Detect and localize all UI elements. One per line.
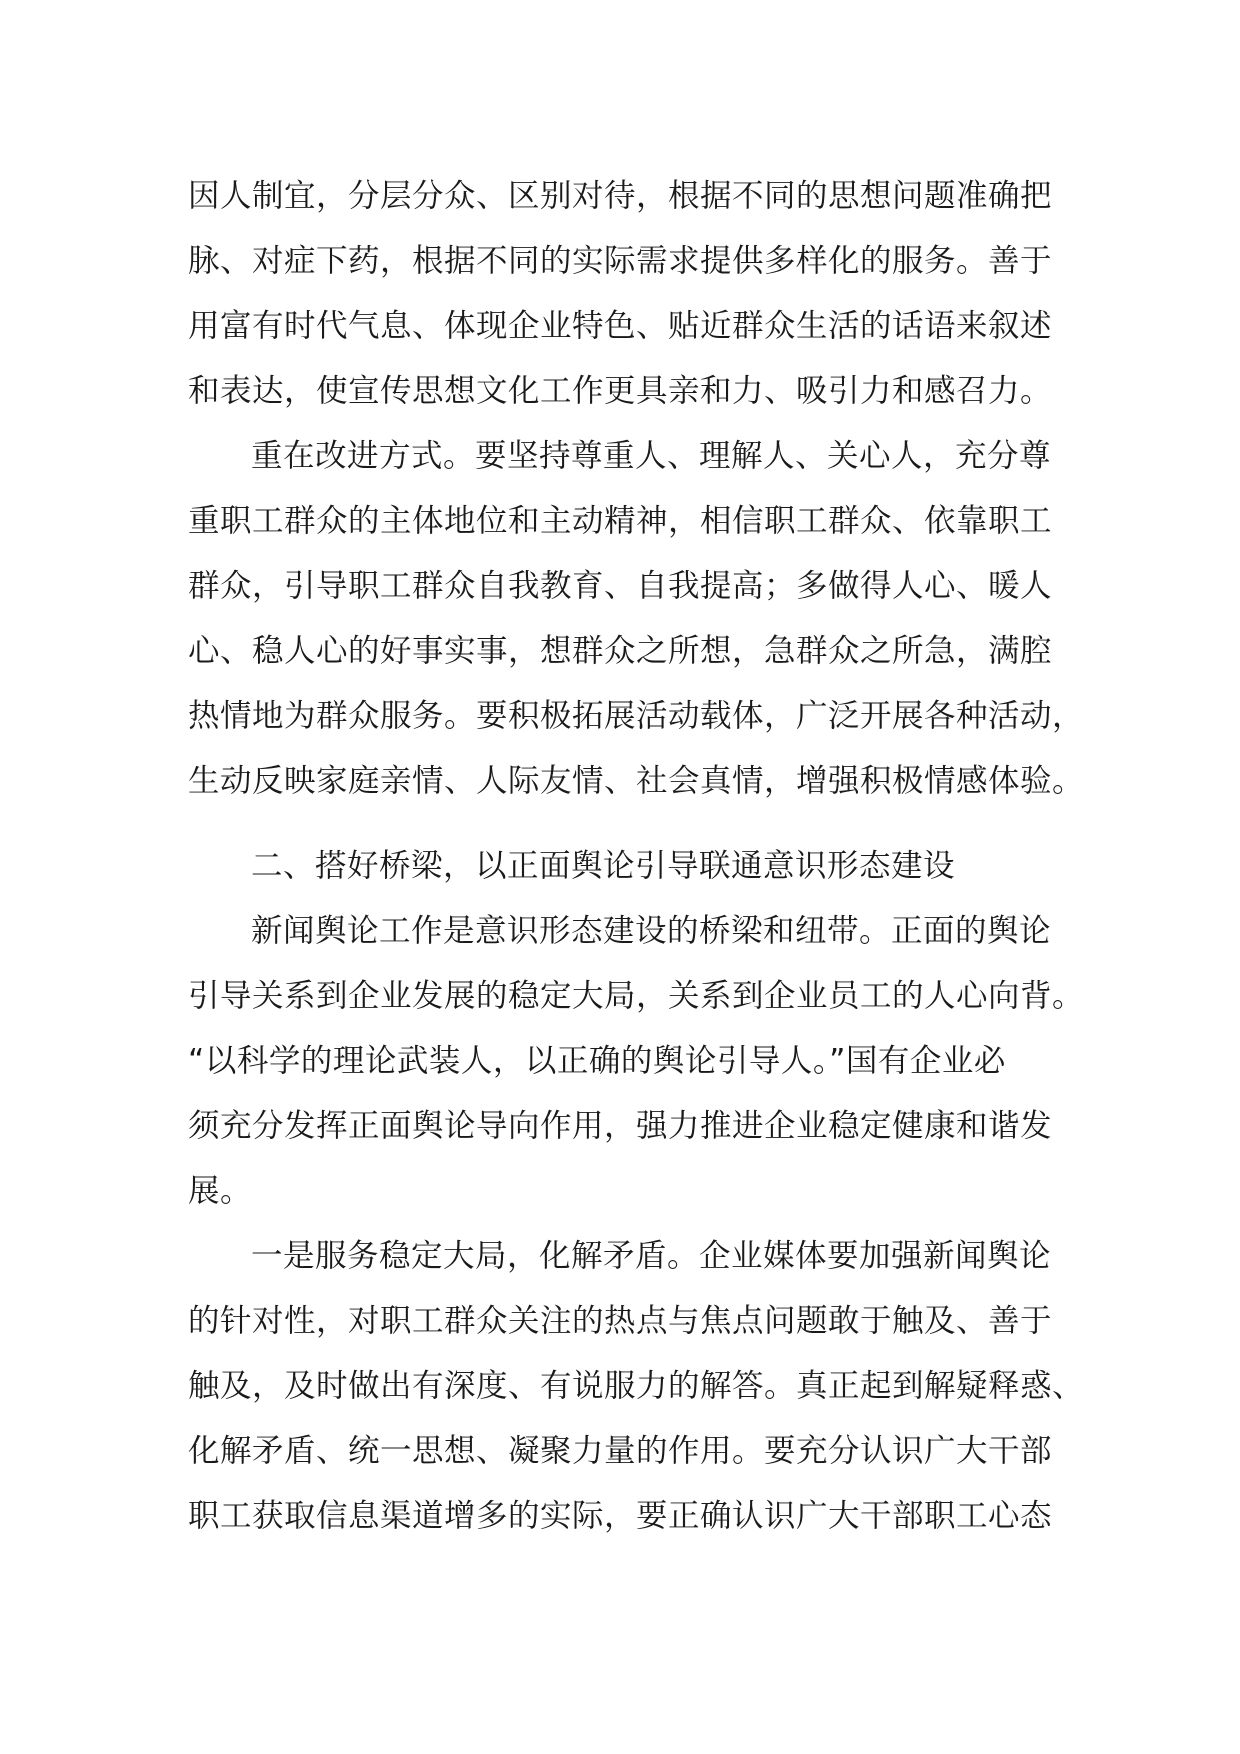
text-line: 重职工群众的主体地位和主动精神，相信职工群众、依靠职工: [188, 503, 1053, 539]
text-line: 用富有时代气息、体现企业特色、贴近群众生活的话语来叙述: [188, 308, 1053, 344]
text-line: 职工获取信息渠道增多的实际，要正确认识广大干部职工心态: [188, 1498, 1053, 1534]
text-line: “以科学的理论武装人，以正确的舆论引导人。”国有企业必: [188, 1043, 1006, 1079]
text-line: 因人制宜，分层分众、区别对待，根据不同的思想问题准确把: [188, 178, 1053, 214]
paragraph-start-line: 新闻舆论工作是意识形态建设的桥梁和纽带。正面的舆论: [251, 913, 1052, 949]
text-line: 心、稳人心的好事实事，想群众之所想，急群众之所急，满腔: [188, 633, 1053, 669]
paragraph-start-line: 一是服务稳定大局，化解矛盾。企业媒体要加强新闻舆论: [251, 1238, 1052, 1274]
text-line: 群众，引导职工群众自我教育、自我提高；多做得人心、暖人: [188, 568, 1053, 604]
text-line: 化解矛盾、统一思想、凝聚力量的作用。要充分认识广大干部: [188, 1433, 1053, 1469]
text-line: 和表达，使宣传思想文化工作更具亲和力、吸引力和感召力。: [188, 373, 1053, 409]
text-line: 触及，及时做出有深度、有说服力的解答。真正起到解疑释惑、: [188, 1368, 1085, 1404]
paragraph-start-line: 重在改进方式。要坚持尊重人、理解人、关心人，充分尊: [251, 438, 1052, 474]
text-block-lower: [188, 834, 1088, 1549]
text-line: 的针对性，对职工群众关注的热点与焦点问题敢于触及、善于: [188, 1303, 1053, 1339]
text-line: 热情地为群众服务。要积极拓展活动载体，广泛开展各种活动，: [188, 698, 1085, 734]
text-block-upper: [188, 164, 1088, 814]
text-line: 展。: [188, 1173, 253, 1209]
text-line: 须充分发挥正面舆论导向作用，强力推进企业稳定健康和谐发: [188, 1108, 1053, 1144]
text-line: 脉、对症下药，根据不同的实际需求提供多样化的服务。善于: [188, 243, 1053, 279]
section-heading: 二、搭好桥梁，以正面舆论引导联通意识形态建设: [251, 848, 956, 884]
text-line: 生动反映家庭亲情、人际友情、社会真情，增强积极情感体验。: [188, 763, 1085, 799]
text-line: 引导关系到企业发展的稳定大局，关系到企业员工的人心向背。: [188, 978, 1085, 1014]
